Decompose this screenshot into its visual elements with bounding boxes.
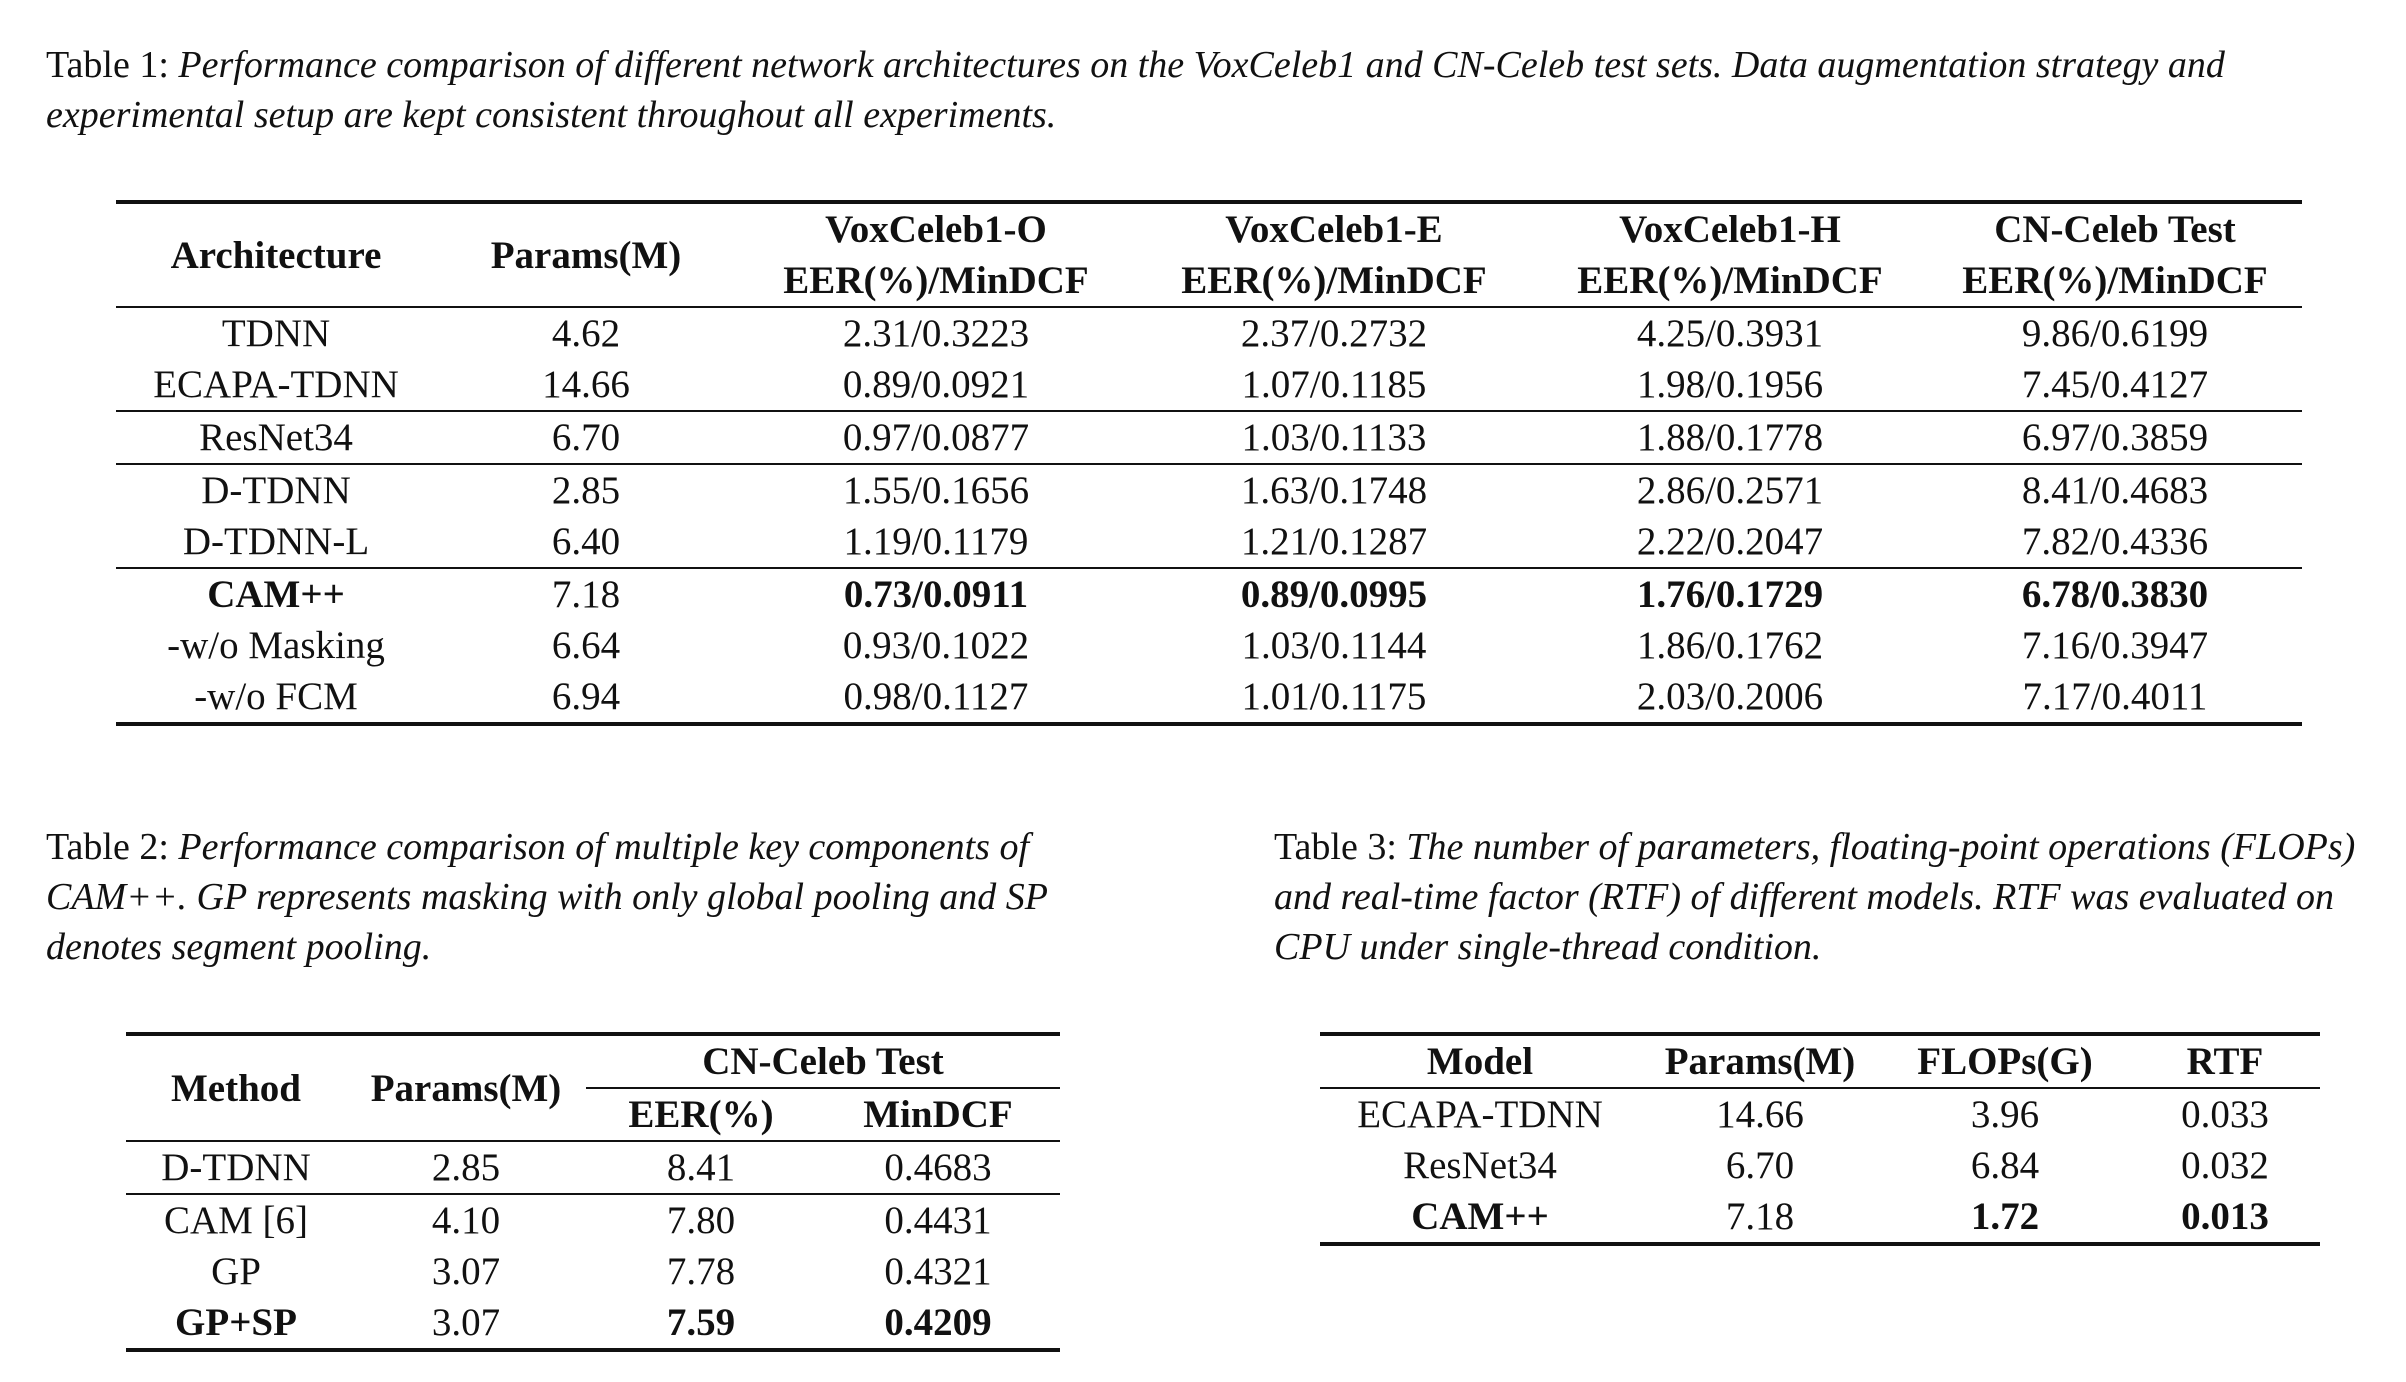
table-row [116,359,2302,411]
table2 [126,1032,1060,1352]
t3-header-model: Model [1426,1040,1534,1083]
t1-vox-e: 1.07/0.1185 [1241,363,1427,406]
t1-arch: CAM++ [207,573,345,616]
t3-flops: 6.84 [1970,1144,2040,1187]
t2-header-group: CN-Celeb Test [586,1034,1060,1088]
t3-rtf: 0.033 [2181,1093,2269,1136]
t1-params: 6.70 [551,416,621,459]
t1-arch: ResNet34 [199,416,353,459]
t1-header-vox-e: VoxCeleb1-E [1225,208,1443,251]
t1-arch: -w/o Masking [167,624,385,667]
table-row [126,1246,1060,1297]
t1-header-vox-h: VoxCeleb1-H [1619,208,1841,251]
t1-vox-h: 1.76/0.1729 [1636,573,1824,616]
t2-eer: 8.41 [666,1146,736,1189]
t2-mindcf: 0.4683 [884,1146,992,1189]
table3-caption [1274,822,2374,972]
t1-params: 6.64 [551,624,621,667]
t1-vox-o: 1.55/0.1656 [842,469,1030,512]
t1-vox-e: 0.89/0.0995 [1240,573,1428,616]
t1-vox-h: 2.22/0.2047 [1636,520,1824,563]
table-row [116,620,2302,671]
t1-cn: 6.97/0.3859 [2021,416,2209,459]
t3-model: ECAPA-TDNN [1357,1093,1603,1136]
table-row [116,516,2302,568]
t1-vox-o: 0.73/0.0911 [843,573,1029,616]
t1-header-params: Params(M) [436,202,736,307]
t1-vox-e: 1.21/0.1287 [1240,520,1428,563]
t1-vox-h: 2.86/0.2571 [1636,469,1824,512]
t2-header-method: Method [126,1034,346,1141]
t3-params: 6.70 [1725,1144,1795,1187]
t1-arch: TDNN [221,312,331,355]
t1-vox-h: 1.86/0.1762 [1636,624,1824,667]
table-row [116,464,2302,516]
t2-method: CAM [6] [163,1199,309,1242]
table-row [1320,1088,2320,1140]
t1-cn: 7.82/0.4336 [2021,520,2209,563]
table2-caption [46,822,1146,972]
t1-header-metric: EER(%)/MinDCF [1962,259,2268,302]
t1-cn: 7.17/0.4011 [2022,675,2208,718]
t1-header-metric: EER(%)/MinDCF [783,259,1089,302]
t2-method: GP+SP [175,1301,297,1344]
t1-header-vox-o: VoxCeleb1-O [825,208,1047,251]
t1-cn: 8.41/0.4683 [2021,469,2209,512]
t1-params: 14.66 [542,363,630,406]
t1-arch: D-TDNN-L [182,520,370,563]
t1-cn: 7.16/0.3947 [2021,624,2209,667]
t1-vox-e: 1.01/0.1175 [1241,675,1427,718]
t3-model: CAM++ [1411,1195,1549,1238]
t1-arch: ECAPA-TDNN [153,363,399,406]
t3-params: 7.18 [1725,1195,1795,1238]
table2-label: Table 2: [46,826,169,868]
t1-cn: 6.78/0.3830 [2021,573,2209,616]
t1-header-metric: EER(%)/MinDCF [1577,259,1883,302]
table1-label: Table 1: [46,44,169,86]
t2-params: 3.07 [431,1250,501,1293]
table1 [116,200,2302,726]
table1-caption-text: Performance comparison of different network architectures on the VoxCeleb1 and CN-Celeb test sets. Data augmentation strategy and experimental setup are kept consistent throughout all experiments. [46,44,2225,136]
table-row [1320,1140,2320,1191]
t1-params: 7.18 [551,573,621,616]
t3-flops: 3.96 [1970,1093,2040,1136]
table-row [1320,1191,2320,1244]
t1-vox-e: 1.63/0.1748 [1240,469,1428,512]
t3-header-rtf: RTF [2186,1040,2264,1083]
t2-eer: 7.78 [666,1250,736,1293]
table-row [126,1194,1060,1246]
t1-params: 2.85 [551,469,621,512]
t1-params: 4.62 [551,312,621,355]
t1-vox-o: 0.89/0.0921 [842,363,1030,406]
t2-header-params: Params(M) [346,1034,586,1141]
t1-vox-o: 1.19/0.1179 [843,520,1029,563]
t1-header-architecture: Architecture [116,202,436,307]
t1-arch: -w/o FCM [194,675,358,718]
t1-vox-o: 0.97/0.0877 [842,416,1030,459]
t1-vox-h: 1.88/0.1778 [1636,416,1824,459]
table-row [116,568,2302,620]
t1-vox-e: 1.03/0.1144 [1241,624,1427,667]
t3-header-flops: FLOPs(G) [1917,1040,2093,1083]
table1-caption [46,40,2376,140]
table-row [126,1297,1060,1350]
t1-vox-o: 0.93/0.1022 [842,624,1030,667]
t1-vox-e: 1.03/0.1133 [1241,416,1427,459]
t1-params: 6.94 [551,675,621,718]
t2-method: D-TDNN [161,1146,311,1189]
table3 [1320,1032,2320,1246]
t2-eer: 7.80 [666,1199,736,1242]
t1-vox-h: 2.03/0.2006 [1636,675,1824,718]
table3-caption-text: The number of parameters, floating-point operations (FLOPs) and real-time factor (RTF) of different models. RTF was evaluated on CPU under single-thread condition. [1274,826,2356,968]
t2-header-eer: EER(%) [628,1093,774,1136]
t2-mindcf: 0.4209 [884,1301,992,1344]
table3-label: Table 3: [1274,826,1397,868]
t3-rtf: 0.013 [2181,1195,2269,1238]
t2-params: 3.07 [431,1301,501,1344]
t1-vox-o: 2.31/0.3223 [842,312,1030,355]
t1-vox-h: 1.98/0.1956 [1636,363,1824,406]
t3-header-params: Params(M) [1664,1040,1856,1083]
t1-vox-o: 0.98/0.1127 [843,675,1029,718]
t2-mindcf: 0.4321 [884,1250,992,1293]
t3-model: ResNet34 [1403,1144,1557,1187]
t2-method: GP [211,1250,261,1293]
t2-params: 4.10 [431,1199,501,1242]
t1-vox-h: 4.25/0.3931 [1636,312,1824,355]
table-row [116,671,2302,724]
t1-cn: 9.86/0.6199 [2021,312,2209,355]
t3-rtf: 0.032 [2181,1144,2269,1187]
t1-params: 6.40 [551,520,621,563]
t2-eer: 7.59 [666,1301,736,1344]
t1-vox-e: 2.37/0.2732 [1240,312,1428,355]
t2-mindcf: 0.4431 [884,1199,992,1242]
table-row [116,411,2302,464]
t1-header-cn: CN-Celeb Test [1994,208,2236,251]
t2-params: 2.85 [431,1146,501,1189]
t1-header-metric: EER(%)/MinDCF [1181,259,1487,302]
t3-flops: 1.72 [1970,1195,2040,1238]
t3-params: 14.66 [1716,1093,1804,1136]
table-row [126,1141,1060,1194]
table2-caption-text: Performance comparison of multiple key components of CAM++. GP represents masking with only global pooling and SP denotes segment pooling. [46,826,1048,968]
t1-cn: 7.45/0.4127 [2021,363,2209,406]
table-row [116,307,2302,359]
t2-header-mindcf: MinDCF [863,1093,1013,1136]
t1-arch: D-TDNN [201,469,351,512]
